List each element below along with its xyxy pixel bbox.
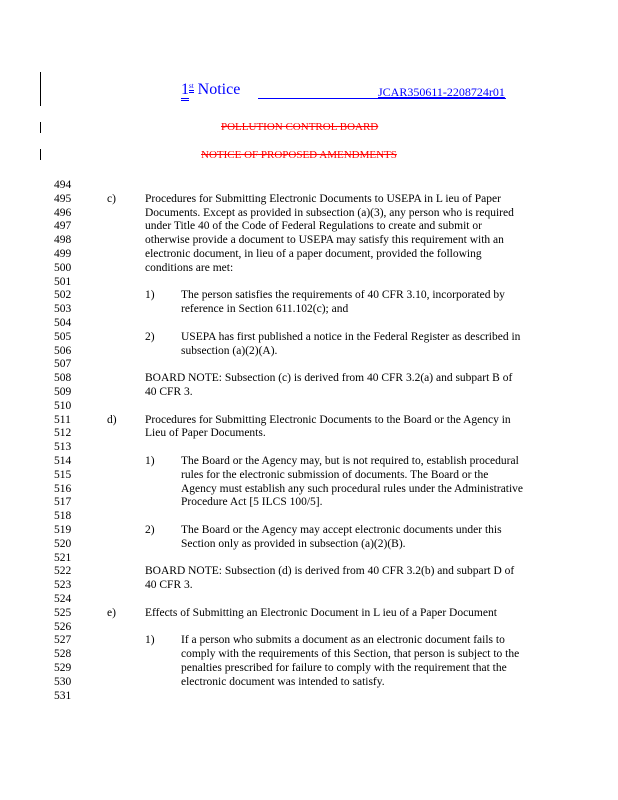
body-text-line: 40 CFR 3. xyxy=(145,386,193,398)
line-number: 531 xyxy=(54,689,72,702)
body-text-line: Agency must establish any such procedural rules under the Administrative xyxy=(181,482,524,495)
line-number: 507 xyxy=(54,358,72,371)
line-number: 518 xyxy=(54,510,72,523)
body-text-line: subsection (a)(2)(A). xyxy=(181,344,278,357)
line-number: 528 xyxy=(54,648,72,661)
body-text-line: If a person who submits a document as an electronic document fails to xyxy=(181,634,505,647)
line-number: 525 xyxy=(54,606,72,619)
line-number: 497 xyxy=(54,220,72,233)
line-number: 496 xyxy=(54,206,72,219)
line-number: 509 xyxy=(54,386,72,398)
change-bar xyxy=(40,122,41,133)
line-number: 530 xyxy=(54,675,72,688)
line-number: 529 xyxy=(54,662,72,674)
body-text-line: penalties prescribed for failure to comply with the requirement that the xyxy=(181,662,507,674)
body-text-line: otherwise provide a document to USEPA may satisfy this requirement with an xyxy=(145,234,504,247)
line-number: 504 xyxy=(54,317,72,329)
line-number: 522 xyxy=(54,565,72,578)
line-number: 515 xyxy=(54,468,72,481)
body-text-line: BOARD NOTE: Subsection (d) is derived from 40 CFR 3.2(b) and subpart D of xyxy=(145,565,515,578)
line-number: 498 xyxy=(54,234,72,247)
body-text-line: The person satisfies the requirements of 40 CFR 3.10, incorporated by xyxy=(181,289,505,302)
body-text-line: rules for the electronic submission of documents. The Board or the xyxy=(181,468,489,481)
line-number: 508 xyxy=(54,372,72,385)
line-number: 495 xyxy=(54,192,72,205)
line-number: 526 xyxy=(54,620,72,633)
line-number: 499 xyxy=(54,248,72,260)
notice-heading xyxy=(181,81,240,99)
notice-label: Notice xyxy=(197,81,241,98)
subsection-label: e) xyxy=(107,606,116,619)
body-text-line: BOARD NOTE: Subsection (c) is derived from 40 CFR 3.2(a) and subpart B of xyxy=(145,372,513,385)
body-text-line: under Title 40 of the Code of Federal Regulations to create and submit or xyxy=(145,220,482,233)
line-number: 494 xyxy=(54,179,72,191)
body-text-line: Effects of Submitting an Electronic Document in L ieu of a Paper Document xyxy=(145,606,497,619)
line-number: 523 xyxy=(54,579,72,592)
body-text-line: Section only as provided in subsection (a)(2)(B). xyxy=(181,537,406,550)
subsection-label: 2) xyxy=(145,524,155,536)
line-number: 516 xyxy=(54,482,72,495)
line-number: 517 xyxy=(54,496,72,509)
body-text-line: conditions are met: xyxy=(145,261,234,274)
deleted-subtitle: NOTICE OF PROPOSED AMENDMENTS xyxy=(201,149,397,161)
line-number: 512 xyxy=(54,427,72,440)
body-text-line: electronic document was intended to satisfy. xyxy=(181,675,385,688)
deleted-title: POLLUTION CONTROL BOARD xyxy=(221,121,379,133)
line-number: 521 xyxy=(54,551,72,564)
change-bar xyxy=(40,72,41,106)
line-number: 501 xyxy=(54,275,72,288)
body-text-line: Procedures for Submitting Electronic Documents to the Board or the Agency in xyxy=(145,413,511,426)
body-text-line: Lieu of Paper Documents. xyxy=(145,427,266,440)
line-number: 505 xyxy=(54,330,72,343)
line-number: 520 xyxy=(54,537,72,550)
subsection-label: 1) xyxy=(145,455,155,467)
body-text-line: USEPA has first published a notice in the Federal Register as described in xyxy=(181,330,521,343)
notice-number: 1 xyxy=(181,81,189,101)
line-number: 511 xyxy=(54,413,71,426)
document-id: JCAR350611-2208724r01 xyxy=(378,85,505,99)
line-number: 503 xyxy=(54,303,72,316)
line-number: 510 xyxy=(54,399,72,412)
line-number: 502 xyxy=(54,289,72,302)
body-text-line: Documents. Except as provided in subsection (a)(3), any person who is required xyxy=(145,206,514,219)
line-number: 524 xyxy=(54,593,72,605)
subsection-label: d) xyxy=(107,413,117,426)
body-text-line: 40 CFR 3. xyxy=(145,579,193,592)
line-number: 500 xyxy=(54,261,72,274)
change-bar xyxy=(40,149,41,160)
line-number: 506 xyxy=(54,344,72,357)
subsection-label: 1) xyxy=(145,634,155,647)
line-number: 527 xyxy=(54,634,72,647)
subsection-label: c) xyxy=(107,192,116,205)
body-text-line: electronic document, in lieu of a paper document, provided the following xyxy=(145,248,482,260)
subsection-label: 2) xyxy=(145,330,155,343)
body-text-line: comply with the requirements of this Section, that person is subject to the xyxy=(181,648,520,661)
body-text-line: reference in Section 611.102(c); and xyxy=(181,303,349,316)
body-text-line: Procedures for Submitting Electronic Documents to USEPA in L ieu of Paper xyxy=(145,192,501,205)
line-number: 519 xyxy=(54,524,72,536)
line-number: 514 xyxy=(54,455,72,467)
body-text-line: Procedure Act [5 ILCS 100/5]. xyxy=(181,496,323,509)
subsection-label: 1) xyxy=(145,289,155,302)
body-text-line: The Board or the Agency may, but is not required to, establish procedural xyxy=(181,455,519,467)
body-text-line: The Board or the Agency may accept electronic documents under this xyxy=(181,524,502,536)
notice-superscript: st xyxy=(189,82,194,93)
line-number: 513 xyxy=(54,441,72,454)
